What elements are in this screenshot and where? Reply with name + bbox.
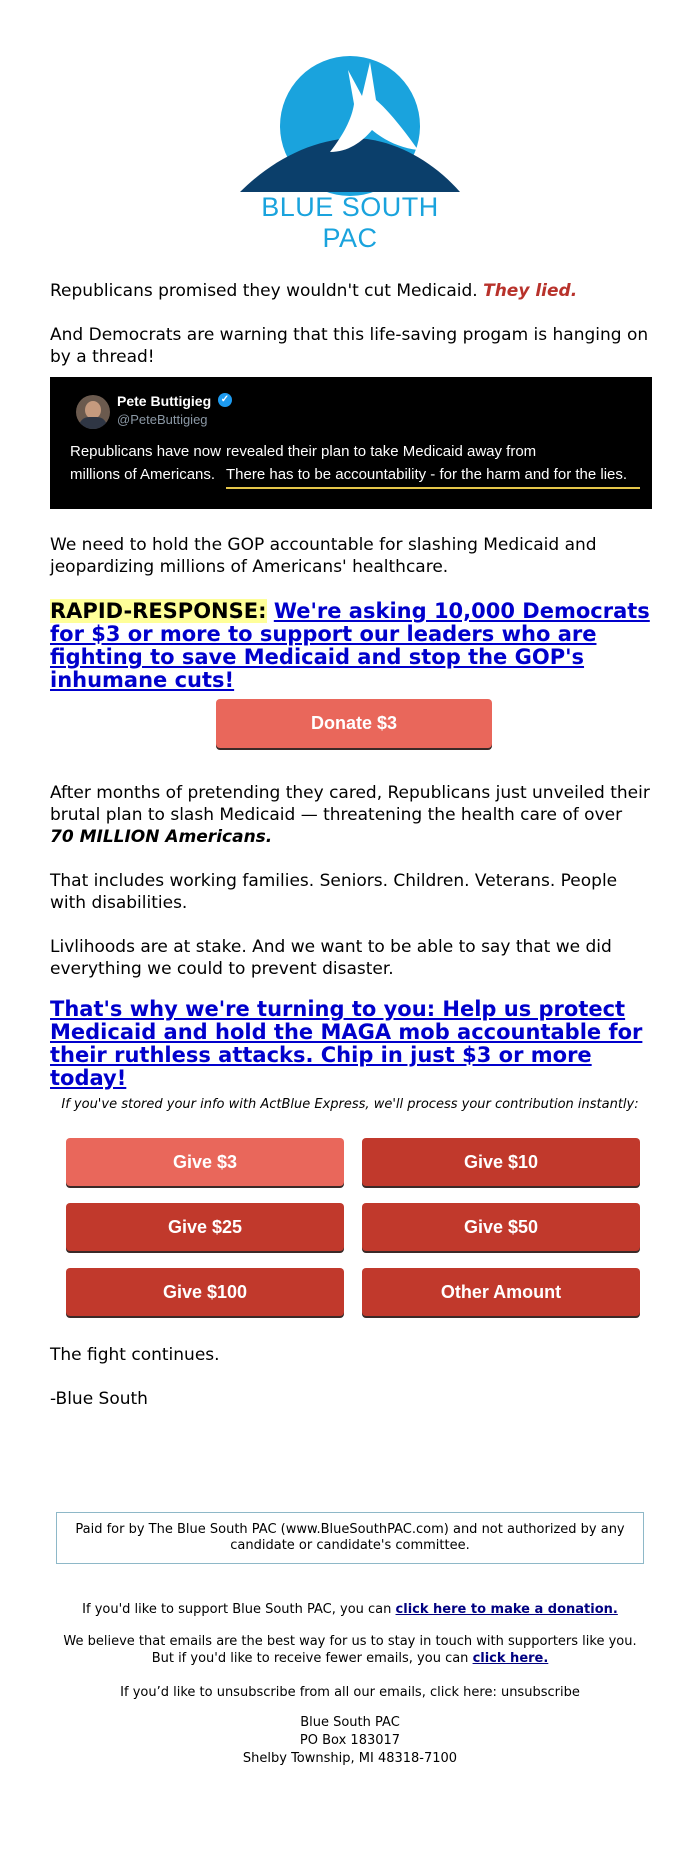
tweet-screenshot (50, 377, 652, 509)
body-paragraph-1 (50, 782, 650, 848)
rapid-response-label: RAPID-RESPONSE: (50, 599, 267, 623)
rapid-response-link[interactable]: We're asking 10,000 Democrats for $3 or more to support our leaders who are fighting to save Medicaid and stop the GOP's inhumane cuts! (50, 599, 650, 692)
support-text: If you'd like to support Blue South PAC, you can (82, 1602, 396, 1617)
signoff-line-2: -Blue South (50, 1389, 148, 1409)
cta-link[interactable]: That's why we're turning to you: Help us protect Medicaid and hold the MAGA mob accountable for their ruthless attacks. Chip in just $3 or more today! (50, 997, 643, 1090)
signoff-line-1: The fight continues. (50, 1345, 220, 1365)
logo-wordmark: BLUE SOUTH PAC (261, 192, 439, 253)
unsubscribe-line[interactable]: If you’d like to unsubscribe from all our emails, click here: unsubscribe (120, 1685, 580, 1700)
support-line (60, 1601, 640, 1618)
give-10-button[interactable]: Give $10 (362, 1138, 640, 1186)
body-paragraph-2: That includes working families. Seniors. Children. Veterans. People with disabilities. (50, 871, 618, 913)
accountable-paragraph: We need to hold the GOP accountable for slashing Medicaid and jeopardizing millions of Americans' healthcare. (50, 535, 597, 577)
paid-for-disclaimer: Paid for by The Blue South PAC (www.BlueSouthPAC.com) and not authorized by any candidate or candidate's committee. (56, 1512, 644, 1564)
fewer-emails-link[interactable]: click here. (472, 1651, 549, 1666)
tweet-author-name: Pete Buttigieg (117, 393, 212, 409)
address-line-3: Shelby Township, MI 48318-7100 (242, 1751, 458, 1766)
give-25-button[interactable]: Give $25 (66, 1203, 344, 1251)
donate-3-button[interactable]: Donate $3 (216, 699, 492, 748)
intro-line-1 (50, 280, 650, 302)
give-50-button[interactable]: Give $50 (362, 1203, 640, 1251)
actblue-express-note: If you've stored your info with ActBlue Express, we'll process your contribution instantly: (61, 1097, 639, 1112)
body-text-1: After months of pretending they cared, Republicans just unveiled their brutal plan to slash Medicaid — threatening the health care of over (50, 783, 650, 825)
blue-south-pac-logo (232, 56, 468, 253)
fewer-emails-line (60, 1633, 640, 1667)
address-line-1: Blue South PAC (300, 1715, 400, 1730)
highlight-underline (226, 487, 640, 489)
give-3-button[interactable]: Give $3 (66, 1138, 344, 1186)
tweet-text-2a: revealed their plan to take Medicaid away from (226, 443, 537, 460)
fewer-emails-text: We believe that emails are the best way for us to stay in touch with supporters like you. But if you'd like to receive fewer emails, you can (63, 1634, 637, 1666)
tweet-text-1a: Republicans have now (70, 443, 221, 460)
rapid-response-paragraph (50, 600, 650, 692)
donkey-mountain-logo-icon (232, 56, 468, 196)
make-donation-link[interactable]: click here to make a donation. (395, 1602, 618, 1617)
address-line-2: PO Box 183017 (299, 1733, 401, 1748)
intro-text: Republicans promised they wouldn't cut Medicaid. (50, 281, 484, 301)
tweet-text-1b: millions of Americans. (70, 466, 216, 483)
cta-paragraph (50, 998, 650, 1090)
other-amount-button[interactable]: Other Amount (362, 1268, 640, 1316)
seventy-million-emphasis: 70 MILLION Americans. (50, 827, 273, 847)
verified-badge-icon: ✓ (218, 393, 232, 407)
body-paragraph-3: Livlihoods are at stake. And we want to be able to say that we did everything we could to prevent disaster. (50, 937, 612, 979)
they-lied-emphasis: They lied. (483, 281, 578, 301)
intro-line-2: And Democrats are warning that this life-saving progam is hanging on by a thread! (50, 325, 649, 367)
tweet-author-handle: @PeteButtigieg (117, 412, 208, 427)
avatar (76, 395, 110, 429)
tweet-text-2b: There has to be accountability - for the harm and for the lies. (226, 466, 628, 483)
give-100-button[interactable]: Give $100 (66, 1268, 344, 1316)
